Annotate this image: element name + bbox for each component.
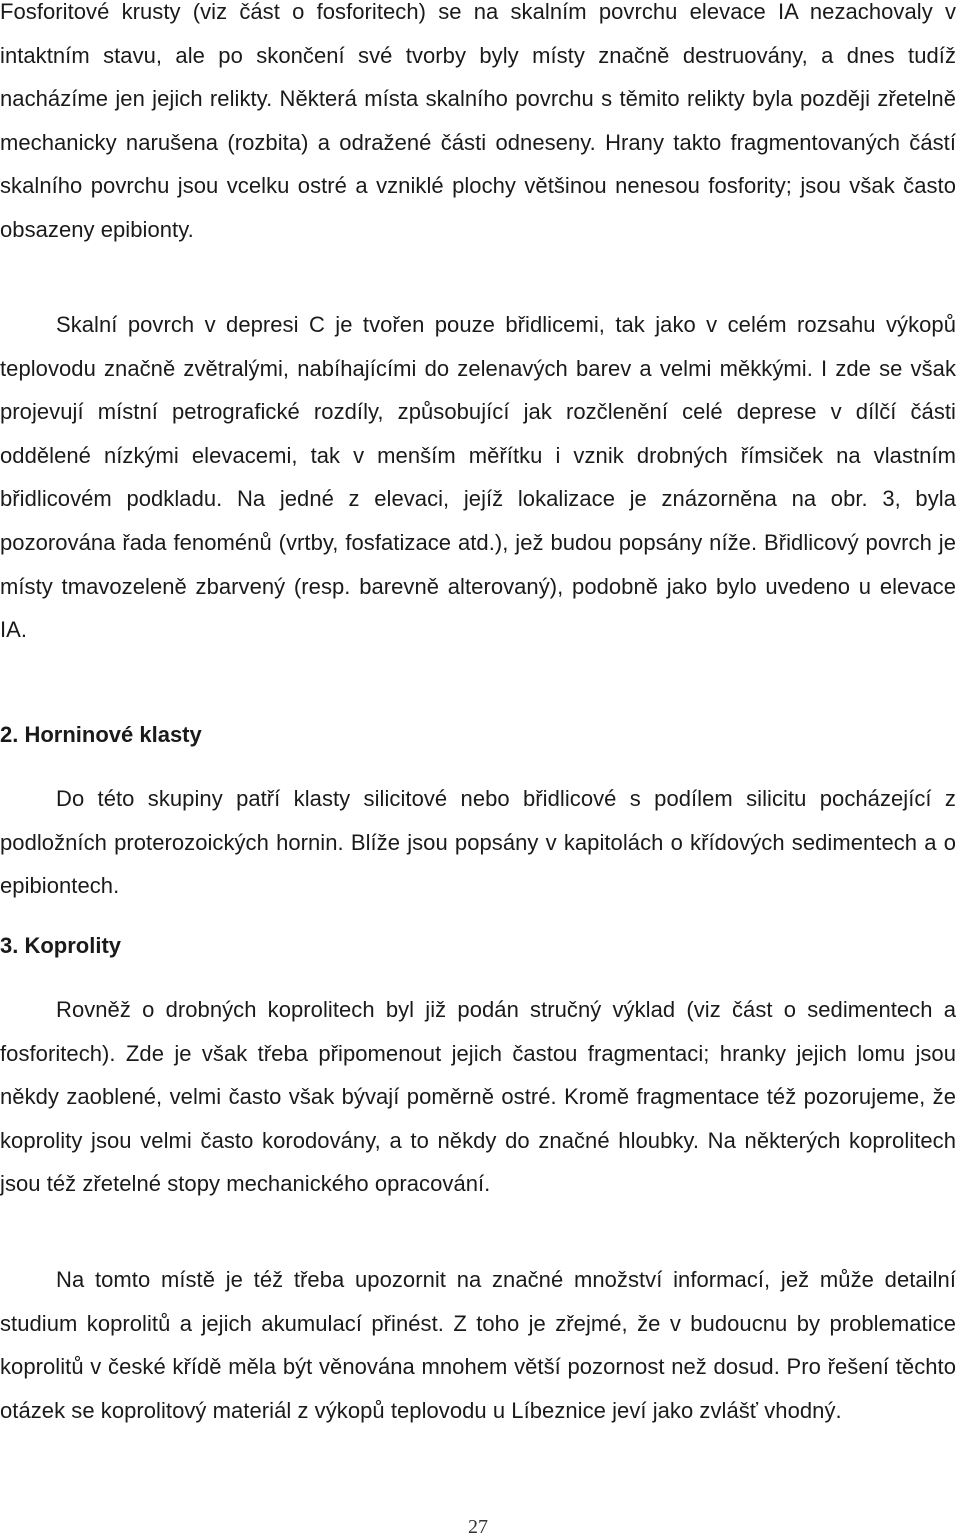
paragraph-fosforitove-krusty: Fosforitové krusty (viz část o fosforitech) se na skalním povrchu elevace IA nezachovaly v intaktním stavu, ale po skončení své tvorby byly místy značně destruovány, a dnes tudíž nacházíme jen jejich relikty. Některá místa skalního povrchu s těmito relikty byla později zřetelně mechanicky narušena (rozbita) a odražené části odneseny. Hrany takto fragmentovaných částí skalního povrchu jsou vcelku ostré a vzniklé plochy většinou nenesou fosfority; jsou však často obsazeny epibionty. [0, 0, 956, 242]
page-number: 27 [468, 1516, 488, 1538]
paragraph-koprolity-vyznam: Na tomto místě je též třeba upozornit na značné množství informací, jež může detailní studium koprolitů a jejich akumulací přinést. Z toho je zřejmé, že v budoucnu by problematice koprolitů v české křídě měla být věnována mnohem větší pozornost než dosud. Pro řešení těchto otázek se koprolitový materiál z výkopů teplovodu u Líbeznice jeví jako zvlášť vhodný. [0, 1267, 956, 1423]
paragraph-horninove-klasty: Do této skupiny patří klasty silicitové nebo břidlicové s podílem silicitu pocházející z podložních proterozoických hornin. Blíže jsou popsány v kapitolách o křídových sedimentech a o epibiontech. [0, 786, 956, 899]
paragraph-skalni-povrch-deprese-c: Skalní povrch v depresi C je tvořen pouze břidlicemi, tak jako v celém rozsahu výkopů teplovodu značně zvětralými, nabíhajícími do zelenavých barev a velmi měkkými. I zde se však projevují místní petrografické rozdíly, způsobující jak rozčlenění celé deprese v dílčí části oddělené nízkými elevacemi, tak v menším měřítku i vznik drobných římsiček na vlastním břidlicovém podkladu. Na jedné z elevaci, jejíž lokalizace je znázorněna na obr. 3, byla pozorována řada fenoménů (vrtby, fosfatizace atd.), jež budou popsány níže. Břidlicový povrch je místy tmavozeleně zbarvený (resp. barevně alterovaný), podobně jako bylo uvedeno u elevace IA. [0, 312, 956, 643]
section-heading-koprolity: 3. Koprolity [0, 933, 122, 958]
section-heading-horninove-klasty: 2. Horninové klasty [0, 722, 202, 747]
paragraph-koprolity-fragmentace: Rovněž o drobných koprolitech byl již podán stručný výklad (viz část o sedimentech a fosforitech). Zde je však třeba připomenout jejich častou fragmentaci; hranky jejich lomu jsou někdy zaoblené, velmi často však bývají poměrně ostré. Kromě fragmentace též pozorujeme, že koprolity jsou velmi často korodovány, a to někdy do značné hloubky. Na některých koprolitech jsou též zřetelné stopy mechanického opracování. [0, 997, 956, 1197]
